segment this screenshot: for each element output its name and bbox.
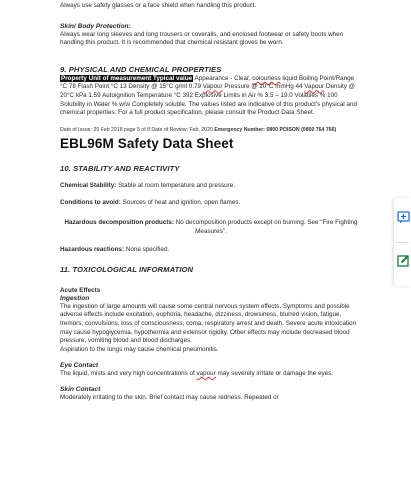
skin-body-text: Always wear long sleeves and long trousers or coveralls, and enclosed footwear or safety boots when handling this product. It is recommended that chemical resistant gloves be worn.	[60, 30, 344, 47]
aspiration-text: Aspiration to the lungs may cause chemical pneumonitis.	[60, 345, 219, 353]
spelling-flag: Vapour	[202, 83, 223, 91]
ingestion-text: The ingestion of large amounts will cause some central nervous system effects. Symptoms and possible adverse effects include excitation, euphoria, headache, dizziness, drowsiness, blurred vision, fatigue, tremors, convulsions, loss of consciousness, coma, respiratory arrest and death. Severe acute intoxication may cause hypoglycemia, hypothermia and extensor rigidity. Other effects may include decreased blood pressure, vomiting blood and blood discharges.	[60, 302, 357, 345]
skin-contact-text: Moderately irritating to the skin. Brief contact may cause redness. Repeated or	[60, 393, 279, 401]
suggest-edit-icon[interactable]	[397, 254, 410, 267]
hazardous-reactions: Hazardous reactions: None specified.	[60, 246, 170, 254]
eye-protection-text: Always use safety glasses or a face shield when handling this product.	[60, 2, 257, 9]
section-10-heading: 10. STABILITY AND REACTIVITY	[60, 163, 180, 173]
hazardous-decomposition: Hazardous decomposition products: No decomposition products except on burning. See "Fire Fighting Measures".	[64, 218, 358, 235]
spelling-flag: vapour	[196, 369, 216, 377]
section-11-heading: 11. TOXICOLOGICAL INFORMATION	[60, 264, 194, 274]
chemical-stability: Chemical Stability: Stable at room temperature and pressure.	[60, 181, 235, 189]
side-toolbar	[394, 198, 411, 286]
toolbar-divider	[396, 242, 409, 243]
ingestion-heading: Ingestion	[60, 295, 90, 303]
page-footer: Date of Issue: 20 Feb 2018 page 5 of 8 Date of Review: Feb, 2020 Emergency Number: 0800 POISON (0800 764 766)	[60, 126, 337, 133]
emergency-number: Emergency Number: 0800 POISON (0800 764 766)	[214, 126, 337, 133]
section-9-heading: 9. PHYSICAL AND CHEMICAL PROPERTIES	[60, 64, 222, 74]
section-9-text: Property Unit of measurement Typical value Appearance - Clear, colourless liquid Boiling Point/Range °C 78 Flash Point °C 13 Density @ 15°C g/ml 0.79 Vapour Pressure @ 20°C mmHg 44 Vapour Density @ 20°C kPa 1.59 Autoignition Temperature °C 392 Explosive Limits in Air % 3.5 – 19.0 Volatiles % 100 Solubility in Water % w/w Completely soluble. The values listed are indicative of this product's physical and chemical properties. For a full product specification, please consult the Product Data Sheet.	[60, 74, 357, 117]
eye-contact-text: The liquid, mists and very high concentrations of vapour may severely irritate or damage the eyes.	[60, 369, 334, 377]
conditions-to-avoid: Conditions to avoid: Sources of heat and ignition, open flames.	[60, 199, 241, 207]
add-comment-icon[interactable]	[397, 211, 410, 224]
acute-effects-heading: Acute Effects	[60, 286, 101, 294]
skin-body-heading: Skin/ Body Protection:	[60, 22, 131, 30]
eye-contact-heading: Eye Contact	[60, 362, 99, 370]
spelling-flag: colourless	[252, 74, 281, 82]
skin-contact-heading: Skin Contact	[60, 386, 101, 394]
document-title: EBL96M Safety Data Sheet	[60, 135, 234, 151]
property-header-highlight: Property Unit of measurement Typical value	[61, 74, 193, 82]
spelling-flag: Vapour	[304, 83, 325, 91]
